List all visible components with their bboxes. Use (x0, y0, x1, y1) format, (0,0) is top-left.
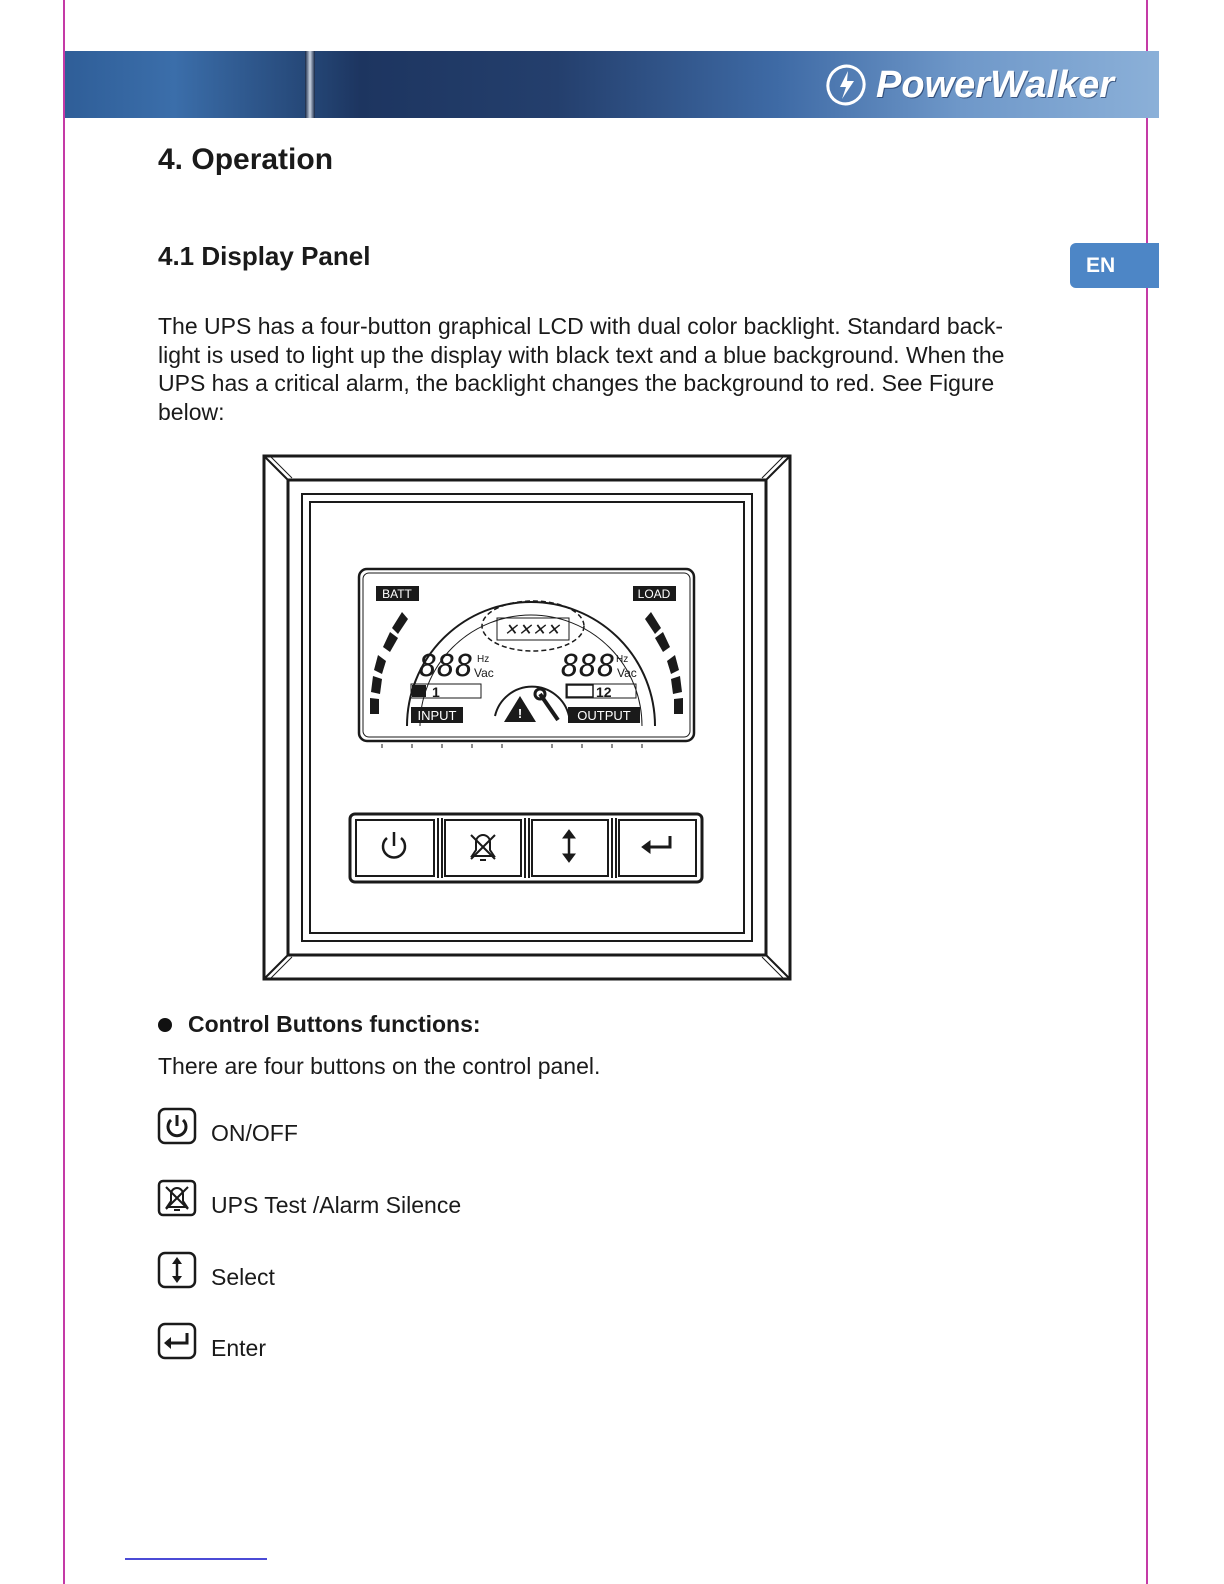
language-label: EN (1086, 253, 1116, 277)
alarm-silence-icon (157, 1179, 197, 1217)
power-icon (157, 1107, 197, 1145)
footer-rule (125, 1558, 267, 1560)
button-item-onoff (157, 1107, 298, 1145)
button-label-select: Select (211, 1264, 275, 1290)
output-vac-unit: Vac (617, 666, 637, 680)
output-counter: 12 (596, 684, 612, 700)
output-hz-unit: Hz (616, 654, 629, 665)
brand-name: PowerWalker (876, 63, 1114, 106)
input-vac-unit: Vac (474, 666, 494, 680)
select-arrows-icon (157, 1251, 197, 1289)
button-item-enter (157, 1322, 266, 1360)
output-label: OUTPUT (577, 708, 631, 723)
control-buttons-heading-text: Control Buttons functions: (188, 1011, 481, 1037)
load-label: LOAD (637, 587, 671, 601)
powerwalker-logo-icon (824, 63, 868, 107)
language-tab[interactable] (1070, 243, 1159, 288)
segment-display: ✕✕✕✕ (504, 616, 562, 640)
header-divider (305, 51, 315, 118)
input-counter: 1 (432, 684, 440, 700)
enter-icon (157, 1322, 197, 1360)
button-item-select (157, 1251, 275, 1289)
brand-logo (824, 60, 1114, 110)
subsection-title: 4.1 Display Panel (158, 241, 371, 271)
section-title: 4. Operation (158, 143, 334, 176)
display-panel-figure (262, 454, 792, 981)
button-item-alarm (157, 1179, 461, 1217)
button-label-alarm: UPS Test /Alarm Silence (211, 1192, 462, 1218)
control-intro: There are four buttons on the control panel. (158, 1053, 601, 1079)
right-margin-line (1146, 0, 1148, 1584)
left-margin-line (63, 0, 65, 1584)
button-label-enter: Enter (211, 1335, 266, 1361)
input-hz-unit: Hz (477, 654, 490, 665)
output-readout: 888 (561, 649, 616, 684)
control-buttons-heading (158, 1011, 481, 1038)
intro-paragraph: The UPS has a four-button graphical LCD with dual color backlight. Standard back-light is used to light up the display with black text and a blue background. When the UPS has a critical alarm, the backlight changes the background to red. See Figure below: (158, 313, 1005, 425)
batt-label: BATT (382, 587, 412, 601)
svg-text:!: ! (517, 706, 523, 721)
input-label: INPUT (417, 708, 457, 723)
bullet-icon (158, 1018, 172, 1032)
input-readout: 888 (419, 649, 474, 684)
button-label-onoff: ON/OFF (211, 1120, 298, 1146)
